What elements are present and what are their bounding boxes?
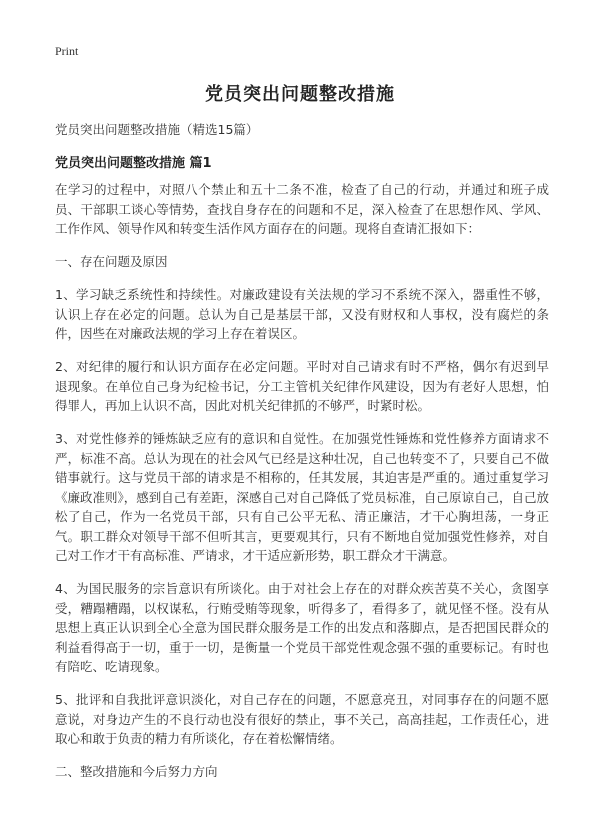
paragraph-item-1: 1、学习缺乏系统性和持续性。对廉政建设有关法规的学习不系统不深入，器重性不够，认识上存在必定的问题。总认为自己是基层干部，又没有财权和人事权，没有腐烂的条件，因些在对廉政法规的学习上存在着误区。 [55,287,549,341]
paragraph-item-3: 3、对党性修养的锤炼缺乏应有的意识和自觉性。在加强党性锤炼和党性修养方面请求不严，标准不高。总认为现在的社会风气已经是这种壮况，自己也转变不了，只要自己不做错事就行。这与党员干部的请求是不相称的，任其发展，其迫害是严重的。通过重复学习《廉政准则》，感到自己有差距，深感自己对自己降低了党员标准，自己原谅自己，自己放松了自己，作为一名党员干部，只有自己公平无私、清正廉洁，才干心胸坦荡，一身正气。职工群众对领导干部不但听其言，更要观其行，只有不断地自觉加强党性修养，对自己对工作才干有高标准、严请求，才干适应新形势，职工群众才干满意。 [55,431,549,563]
section-heading: 党员突出问题整改措施 篇1 [55,156,212,171]
paragraph-item-4: 4、为国民服务的宗旨意识有所谈化。由于对社会上存在的对群众疾苦莫不关心，贪图享受，糟蹋糟蹋，以权谋私，行贿受贿等现象，听得多了，看得多了，就见怪不怪。没有从思想上真正认识到全心全意为国民群众服务是工作的出发点和落脚点，是否把国民群众的利益看得高于一切，重于一切，是衡量一个党员干部党性观念强不强的重要标记。有时也有陪吃、吃请现象。 [55,581,549,674]
document-body [55,180,549,792]
section-heading-measures: 二、整改措施和今后努力方向 [55,764,218,779]
section-heading-problems: 一、存在问题及原因 [55,254,168,269]
intro-paragraph: 在学习的过程中，对照八个禁止和五十二条不准，检查了自己的行动，并通过和班子成员、干部职工谈心等情势，查找自身存在的问题和不足，深入检查了在思想作风、学风、工作作风、领导作风和转变生活作风方面存在的问题。现将自查请汇报如下： [55,182,549,236]
document-title: 党员突出问题整改措施 [205,84,395,105]
print-link[interactable]: Print [55,44,79,58]
paragraph-item-5: 5、批评和自我批评意识淡化，对自己存在的问题，不愿意亮丑，对同事存在的问题不愿意说，对身边产生的不良行动也没有很好的禁止，事不关己，高高挂起，工作责任心，进取心和敢于负责的精力有所谈化，存在着松懈情绪。 [55,692,549,746]
document-subtitle: 党员突出问题整改措施（精选15篇） [55,122,259,137]
paragraph-item-2: 2、对纪律的履行和认识方面存在必定问题。平时对自己请求有时不严格，偶尔有迟到早退现象。在单位自己身为纪检书记，分工主管机关纪律作风建设，因为有老好人思想，怕得罪人，再加上认识不高，因此对机关纪律抓的不够严，时紧时松。 [55,359,549,413]
